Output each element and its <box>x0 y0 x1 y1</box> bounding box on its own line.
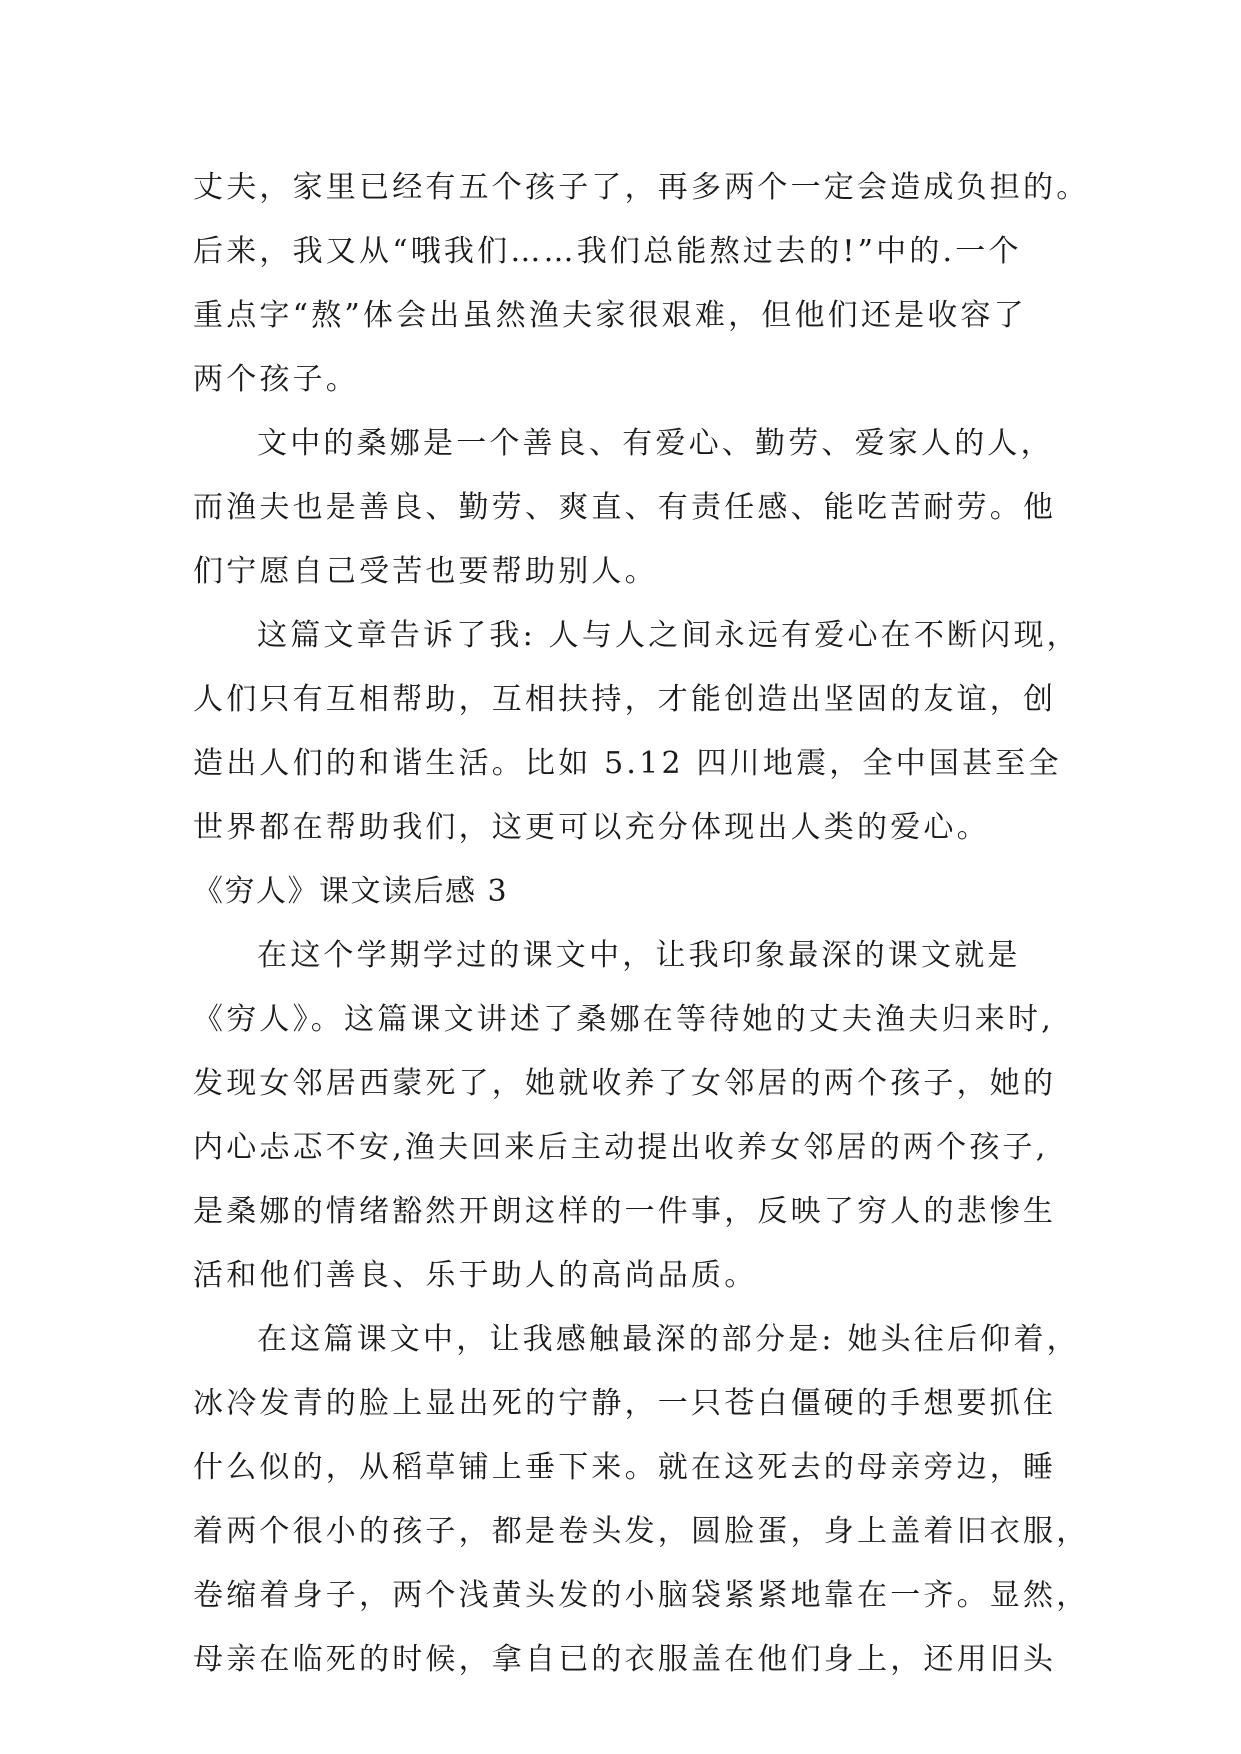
text-line: 后来，我又从“哦我们……我们总能熬过去的!”中的.一个 <box>193 234 1022 269</box>
document-body <box>193 156 1090 1692</box>
text-line: 两个孩子。 <box>193 362 359 397</box>
text-line: 而渔夫也是善良、勤劳、爽直、有责任感、能吃苦耐劳。他 <box>193 490 1057 525</box>
text-line: 内心忐忑不安,渔夫回来后主动提出收养女邻居的两个孩子, <box>193 1130 1049 1165</box>
text-line: 活和他们善良、乐于助人的高尚品质。 <box>193 1258 758 1293</box>
paragraph-4 <box>193 924 1057 1308</box>
text-line: 是桑娜的情绪豁然开朗这样的一件事，反映了穷人的悲惨生 <box>193 1194 1057 1229</box>
text-line: 重点字“熬”体会出虽然渔夫家很艰难，但他们还是收容了 <box>193 298 1027 333</box>
text-line: 这篇文章告诉了我: 人与人之间永远有爱心在不断闪现， <box>257 618 1080 653</box>
text-line: 母亲在临死的时候，拿自已的衣服盖在他们身上，还用旧头 <box>193 1642 1057 1677</box>
paragraph-3 <box>193 604 1080 860</box>
text-line: 冰冷发青的脸上显出死的宁静，一只苍白僵硬的手想要抓住 <box>193 1386 1057 1421</box>
paragraph-1 <box>193 156 1090 412</box>
text-line: 造出人们的和谐生活。比如 5.12 四川地震，全中国甚至全 <box>193 746 1062 781</box>
text-line: 《穷人》。这篇课文讲述了桑娜在等待她的丈夫渔夫归来时, <box>193 1002 1054 1037</box>
paragraph-2 <box>193 412 1057 604</box>
text-line: 丈夫，家里已经有五个孩子了，再多两个一定会造成负担的。 <box>193 170 1090 205</box>
text-line: 世界都在帮助我们，这更可以充分体现出人类的爱心。 <box>193 810 990 845</box>
text-line: 人们只有互相帮助，互相扶持，才能创造出坚固的友谊，创 <box>193 682 1057 717</box>
text-line: 卷缩着身子，两个浅黄头发的小脑袋紧紧地靠在一齐。显然， <box>193 1578 1090 1613</box>
text-line: 们宁愿自己受苦也要帮助别人。 <box>193 554 658 589</box>
text-line: 什么似的，从稻草铺上垂下来。就在这死去的母亲旁边，睡 <box>193 1450 1057 1485</box>
text-line: 文中的桑娜是一个善良、有爱心、勤劳、爱家人的人， <box>257 426 1054 461</box>
text-line: 在这篇课文中，让我感触最深的部分是: 她头往后仰着， <box>257 1322 1080 1357</box>
paragraph-5 <box>193 1308 1090 1692</box>
text-line: 在这个学期学过的课文中，让我印象最深的课文就是 <box>257 938 1021 973</box>
text-line: 发现女邻居西蒙死了，她就收养了女邻居的两个孩子，她的 <box>193 1066 1057 1101</box>
section-heading: 《穷人》课文读后感 3 <box>193 874 509 909</box>
text-line: 着两个很小的孩子，都是卷头发，圆脸蛋，身上盖着旧衣服， <box>193 1514 1090 1549</box>
